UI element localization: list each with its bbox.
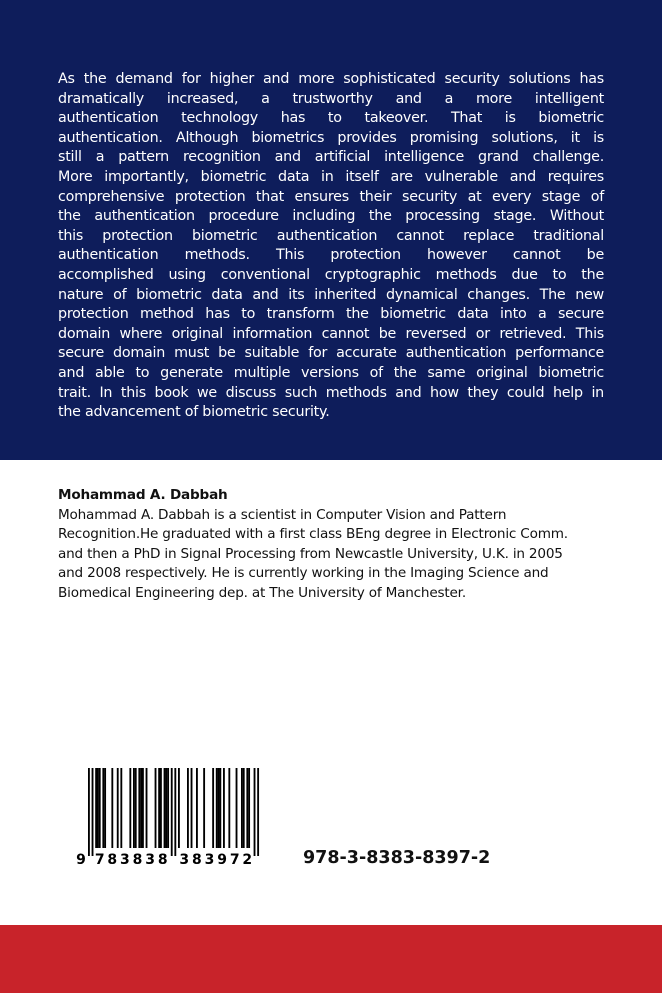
isbn-number: 978-3-8383-8397-2: [303, 848, 491, 868]
bottom-band: [0, 925, 662, 993]
blurb-line: As the demand for higher and more sophisticated security solutions has: [58, 71, 604, 87]
barcode-bar: [191, 768, 193, 848]
barcode-bar: [165, 768, 167, 848]
barcode-bar: [164, 768, 166, 848]
blurb-line: nature of biometric data and its inherited dynamical changes. The new: [58, 286, 604, 303]
barcode-bar: [142, 768, 144, 848]
author-bio: [58, 506, 618, 604]
barcode-digit: 9: [217, 852, 227, 868]
blurb-line: still a pattern recognition and artificial intelligence grand challenge.: [58, 149, 604, 166]
bio-line: and 2008 respectively. He is currently working in the Imaging Science and: [58, 565, 549, 582]
barcode-bar: [117, 768, 119, 848]
barcode-bar: [102, 768, 104, 848]
barcode-bar: [218, 768, 220, 848]
bio-line: Recognition.He graduated with a first class BEng degree in Electronic Comm.: [58, 526, 568, 543]
barcode-digit: 3: [120, 852, 130, 868]
barcode-bar: [160, 768, 162, 848]
book-blurb: [58, 70, 604, 423]
author-section: [58, 486, 618, 604]
barcode-digit: 3: [204, 852, 215, 868]
barcode-bar: [254, 768, 256, 856]
barcode-digit: 8: [157, 852, 168, 868]
blurb-line: authentication technology has to takeover. That is biometric: [58, 110, 604, 127]
barcode-bar: [178, 768, 180, 848]
blurb-line: comprehensive protection that ensures their security at every stage of: [58, 188, 604, 205]
barcode-bar: [155, 768, 157, 848]
barcode-digit: 2: [242, 852, 253, 868]
barcode-bar: [241, 768, 243, 848]
barcode-bar: [236, 768, 238, 848]
barcode-bar: [171, 768, 173, 856]
barcode-bar: [257, 768, 259, 856]
blurb-line: secure domain must be suitable for accurate authentication performance: [58, 345, 604, 362]
barcode-bar: [95, 768, 97, 848]
barcode-bar: [133, 768, 135, 848]
bio-line: and then a PhD in Signal Processing from Newcastle University, U.K. in 2005: [58, 545, 563, 562]
barcode-bar: [174, 768, 176, 856]
blurb-line: More importantly, biometric data in itself are vulnerable and requires: [58, 168, 604, 185]
barcode-bar: [212, 768, 214, 848]
barcode-bar: [223, 768, 225, 848]
barcode-bar: [120, 768, 122, 848]
barcode-bar: [158, 768, 160, 848]
barcode-digit: 8: [192, 852, 202, 868]
barcode-bar: [196, 768, 198, 848]
barcode-bar: [243, 768, 245, 848]
blurb-line: the advancement of biometric security.: [58, 404, 330, 421]
barcode-digit: 7: [229, 852, 240, 868]
barcode-bar: [216, 768, 218, 848]
isbn-barcode: [76, 768, 266, 868]
blurb-line: accomplished using conventional cryptographic methods due to the: [58, 266, 604, 283]
blurb-line: trait. In this book we discuss such methods and how they could help in: [58, 384, 604, 401]
blurb-line: the authentication procedure including the processing stage. Without: [58, 208, 604, 225]
barcode-bar: [129, 768, 131, 848]
barcode-bar: [167, 768, 169, 848]
barcode-bar: [92, 768, 94, 856]
barcode-bar: [146, 768, 148, 848]
blurb-line: dramatically increased, a trustworthy and a more intelligent: [58, 90, 604, 107]
blurb-line: this protection biometric authentication cannot replace traditional: [58, 227, 604, 244]
barcode-bar: [88, 768, 90, 856]
barcode-digit: 3: [179, 852, 190, 868]
blurb-line: protection method has to transform the biometric data into a secure: [58, 306, 604, 323]
barcode-bar: [111, 768, 113, 848]
barcode-bar: [219, 768, 221, 848]
barcode-digit: 8: [132, 852, 143, 868]
barcode-digit: 8: [107, 852, 118, 868]
author-name: Mohammad A. Dabbah: [58, 487, 228, 503]
barcode-digit: 9: [76, 852, 86, 868]
barcode-bar: [97, 768, 99, 848]
barcode-digit: 7: [94, 852, 105, 868]
barcode-bar: [104, 768, 106, 848]
bio-line: Biomedical Engineering dep. at The University of Manchester.: [58, 584, 466, 601]
barcode-bar: [135, 768, 137, 848]
blurb-panel: [0, 0, 662, 460]
barcode-bar: [228, 768, 230, 848]
blurb-line: domain where original information cannot be reversed or retrieved. This: [58, 325, 604, 342]
barcode-bar: [248, 768, 250, 848]
barcode-bar: [187, 768, 189, 848]
barcode-bar: [246, 768, 248, 848]
bio-line: Mohammad A. Dabbah is a scientist in Computer Vision and Pattern: [58, 506, 507, 523]
barcode-bar: [140, 768, 142, 848]
blurb-line: and able to generate multiple versions of the same original biometric: [58, 364, 604, 381]
barcode-bar: [203, 768, 205, 848]
barcode-bar: [99, 768, 101, 848]
barcode-bar: [138, 768, 140, 848]
blurb-line: authentication. Although biometrics provides promising solutions, it is: [58, 129, 604, 146]
blurb-line: authentication methods. This protection however cannot be: [58, 247, 604, 264]
barcode-digit: 3: [145, 852, 155, 868]
